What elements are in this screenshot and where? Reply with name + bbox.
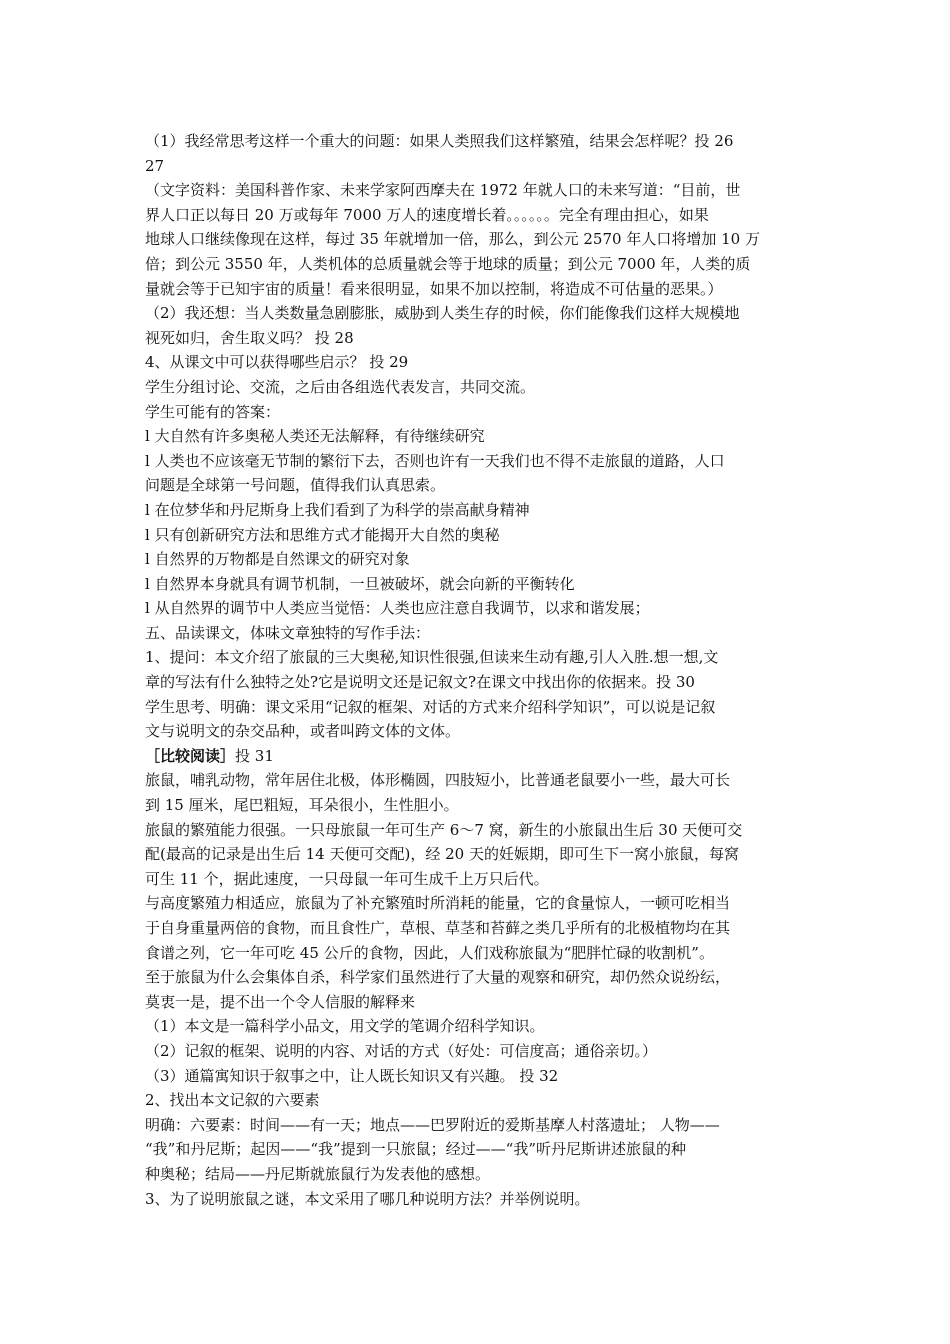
answer-item: l 只有创新研究方法和思维方式才能揭开大自然的奥秘: [145, 525, 500, 544]
text-line: 量就会等于已知宇宙的质量！看来很明显，如果不加以控制，将造成不可估量的恶果。）: [145, 279, 723, 298]
text-line: 食谱之列，它一年可吃 45 公斤的食物，因此，人们戏称旅鼠为“肥胖忙碌的收割机”。: [145, 943, 714, 962]
text-line: 可生 11 个，据此速度，一只母鼠一年可生成千上万只后代。: [145, 869, 549, 888]
text-line: 学生可能有的答案：: [145, 402, 281, 421]
text-line: 明确：六要素：时间——有一天；地点——巴罗附近的爱斯基摩人村落遗址； 人物——: [145, 1115, 720, 1134]
text-line: 学生思考、明确：课文采用“记叙的框架、对话的方式来介绍科学知识”，可以说是记叙: [145, 697, 716, 716]
section-heading: 五、品读课文，体味文章独特的写作手法：: [145, 623, 431, 642]
question-heading: 3、为了说明旅鼠之谜，本文采用了哪几种说明方法？并举例说明。: [145, 1189, 590, 1208]
answer-item: l 自然界本身就具有调节机制，一旦被破坏，就会向新的平衡转化: [145, 574, 575, 593]
comparison-reading-label: ［比较阅读］: [145, 746, 236, 765]
text-line: 旅鼠，哺乳动物，常年居住北极，体形椭圆，四肢短小，比普通老鼠要小一些，最大可长: [145, 771, 731, 790]
text-line: 章的写法有什么独特之处?它是说明文还是记叙文?在课文中找出你的依据来。投 30: [145, 673, 695, 692]
text-line: 文与说明文的杂交品种，或者叫跨文体的文体。: [145, 722, 461, 741]
text-line: 莫衷一是，提不出一个令人信服的解释来: [145, 992, 416, 1011]
comparison-reading-heading: [145, 744, 810, 769]
text-line: 学生分组讨论、交流，之后由各组选代表发言，共同交流。: [145, 377, 536, 396]
text-line: 与高度繁殖力相适应，旅鼠为了补充繁殖时所消耗的能量，它的食量惊人，一顿可吃相当: [145, 894, 731, 913]
answer-item: l 从自然界的调节中人类应当觉悟：人类也应注意自我调节，以求和谐发展；: [145, 599, 650, 618]
text-line: 种奥秘；结局——丹尼斯就旅鼠行为发表他的感想。: [145, 1164, 491, 1183]
answer-item: l 大自然有许多奥秘人类还无法解释，有待继续研究: [145, 427, 485, 446]
text-line: （1）本文是一篇科学小品文，用文学的笔调介绍科学知识。: [145, 1017, 545, 1036]
text-line: （文字资料：美国科普作家、未来学家阿西摩夫在 1972 年就人口的未来写道：“目前，世: [145, 181, 741, 200]
text-line: 界人口正以每日 20 万或每年 7000 万人的速度增长着。。。。。。完全有理由担心，如果: [145, 205, 709, 224]
text-line: “我”和丹尼斯；起因——“我”提到一只旅鼠；经过——“我”听丹尼斯讲述旅鼠的种: [145, 1140, 687, 1159]
text-line: 到 15 厘米，尾巴粗短，耳朵很小，生性胆小。: [145, 796, 459, 815]
text-line: 于自身重量两倍的食物，而且食性广，草根、草茎和苔藓之类几乎所有的北极植物均在其: [145, 919, 731, 937]
text-line: 问题是全球第一号问题，值得我们认真思索。: [145, 476, 446, 495]
text-line: 1、提问：本文介绍了旅鼠的三大奥秘,知识性很强,但读来生动有趣,引人入胜.想一想,文: [145, 648, 719, 667]
answer-item: l 自然界的万物都是自然课文的研究对象: [145, 550, 410, 569]
text-line: 配(最高的记录是出生后 14 天便可交配)，经 20 天的妊娠期，即可生下一窝小旅鼠，每窝: [145, 845, 739, 864]
text-line: 视死如归，舍生取义吗？ 投 28: [145, 328, 354, 347]
answer-item: l 人类也不应该毫无节制的繁衍下去，否则也许有一天我们也不得不走旅鼠的道路，人口: [145, 451, 725, 470]
text-line: 至于旅鼠为什么会集体自杀，科学家们虽然进行了大量的观察和研究，却仍然众说纷纭，: [145, 968, 731, 987]
text-line: （1）我经常思考这样一个重大的问题：如果人类照我们这样繁殖，结果会怎样呢？投 26: [145, 132, 734, 150]
text-line: 倍；到公元 3550 年，人类机体的总质量就会等于地球的质量；到公元 7000 年，人类的质: [145, 254, 751, 273]
text-line: （3）通篇寓知识于叙事之中，让人既长知识又有兴趣。 投 32: [145, 1066, 559, 1085]
question-heading: 4、从课文中可以获得哪些启示？ 投 29: [145, 353, 409, 372]
text-line: 旅鼠的繁殖能力很强。一只母旅鼠一年可生产 6～7 窝，新生的小旅鼠出生后 30 天便可交: [145, 820, 743, 839]
text-line: 地球人口继续像现在这样，每过 35 年就增加一倍，那么，到公元 2570 年人口将增加 10 万: [145, 230, 760, 249]
text-line: （2）记叙的框架、说明的内容、对话的方式（好处：可信度高；通俗亲切。）: [145, 1041, 658, 1060]
question-heading: 2、找出本文记叙的六要素: [145, 1091, 320, 1110]
text-line: 27: [145, 156, 165, 175]
slide-ref: 投 31: [235, 746, 274, 765]
text-line: （2）我还想：当人类数量急剧膨胀，威胁到人类生存的时候，你们能像我们这样大规模地: [145, 304, 740, 323]
answer-item: l 在位梦华和丹尼斯身上我们看到了为科学的崇高献身精神: [145, 500, 530, 519]
